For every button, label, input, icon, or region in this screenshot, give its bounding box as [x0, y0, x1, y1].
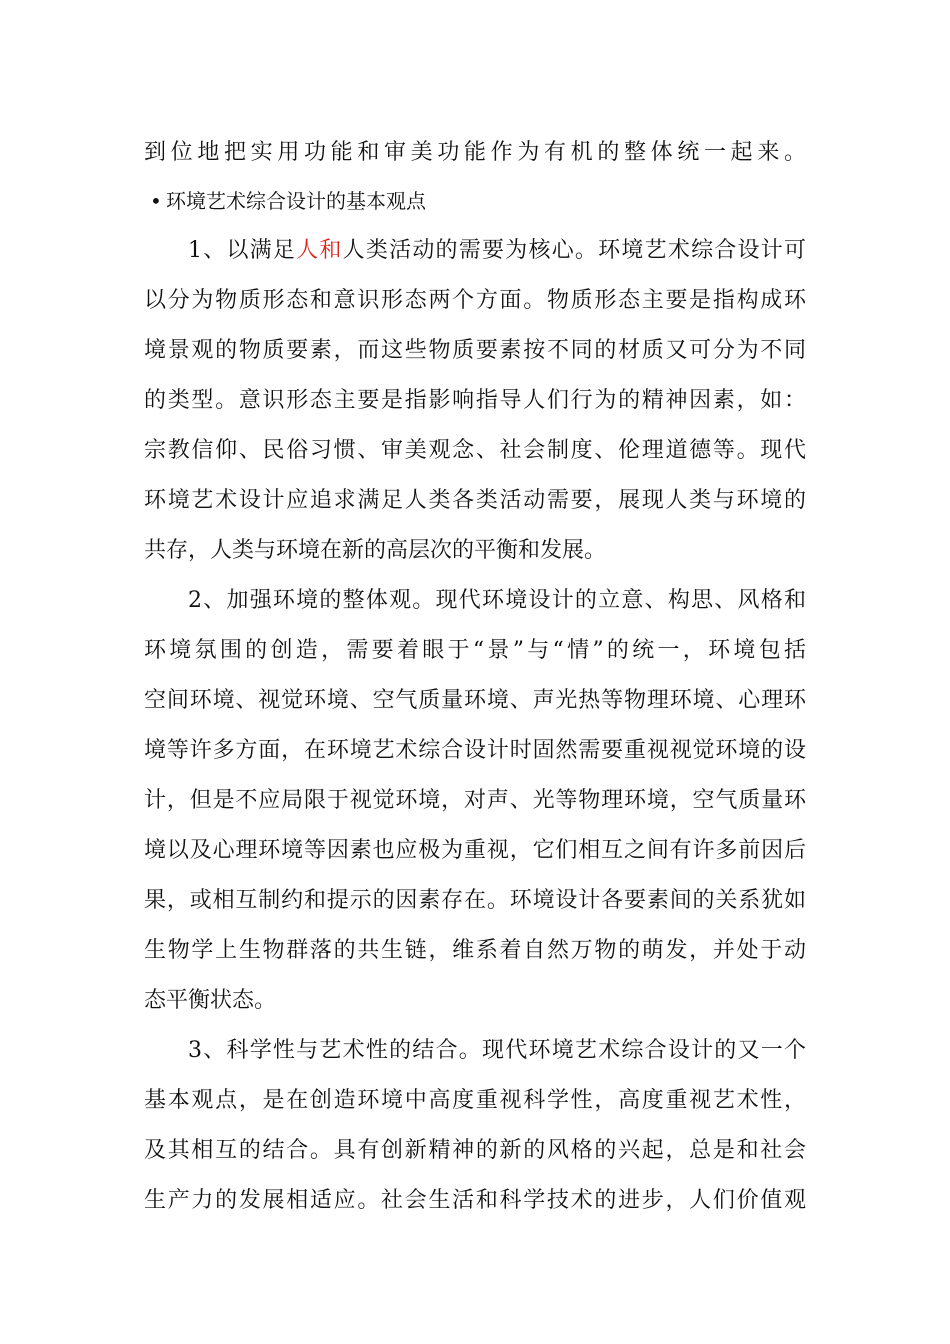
paragraph-line: 共存，人类与环境在新的高层次的平衡和发展。 [144, 538, 607, 563]
section-heading-text: 环境艺术综合设计的基本观点 [166, 189, 426, 213]
paragraph-line: 境等许多方面，在环境艺术综合设计时固然需要重视视觉环境的设 [144, 738, 806, 763]
highlighted-text: 人和 [296, 238, 343, 263]
paragraph-line: 环境氛围的创造，需要着眼于“景”与“情”的统一，环境包括 [144, 638, 806, 663]
paragraph-line: 果，或相互制约和提示的因素存在。环境设计各要素间的关系犹如 [144, 888, 806, 913]
paragraph-line: 境景观的物质要素，而这些物质要素按不同的材质又可分为不同 [144, 338, 806, 363]
paragraph-line: 生物学上生物群落的共生链，维系着自然万物的萌发，并处于动 [144, 938, 806, 963]
paragraph-line: 空间环境、视觉环境、空气质量环境、声光热等物理环境、心理环 [144, 688, 806, 713]
bullet-icon: • [150, 189, 162, 213]
paragraph-line: 及其相互的结合。具有创新精神的新的风格的兴起，总是和社会 [144, 1138, 806, 1163]
paragraph-line: 态平衡状态。 [144, 988, 277, 1013]
paragraph-text: 人类活动的需要为核心。环境艺术综合设计可 [342, 238, 806, 263]
paragraph-line: 到位地把实用功能和审美功能作为有机的整体统一起来。 [144, 140, 806, 165]
paragraph-line: 生产力的发展相适应。社会生活和科学技术的进步，人们价值观 [144, 1188, 806, 1213]
paragraph-line: 计，但是不应局限于视觉环境，对声、光等物理环境，空气质量环 [144, 788, 806, 813]
paragraph-line: 以分为物质形态和意识形态两个方面。物质形态主要是指构成环 [144, 288, 806, 313]
paragraph-line: 2、加强环境的整体观。现代环境设计的立意、构思、风格和 [188, 588, 806, 613]
list-number-text: 1、以满足 [188, 238, 297, 263]
paragraph-line: 基本观点，是在创造环境中高度重视科学性，高度重视艺术性， [144, 1088, 806, 1113]
paragraph-line: 境以及心理环境等因素也应极为重视，它们相互之间有许多前因后 [144, 838, 806, 863]
paragraph-line [188, 234, 806, 268]
paragraph-line: 的类型。意识形态主要是指影响指导人们行为的精神因素，如： [144, 388, 806, 413]
paragraph-line: 宗教信仰、民俗习惯、审美观念、社会制度、伦理道德等。现代 [144, 438, 806, 463]
paragraph-line: 环境艺术设计应追求满足人类各类活动需要，展现人类与环境的 [144, 488, 806, 513]
section-heading [150, 184, 426, 218]
paragraph-line: 3、科学性与艺术性的结合。现代环境艺术综合设计的又一个 [188, 1038, 806, 1063]
